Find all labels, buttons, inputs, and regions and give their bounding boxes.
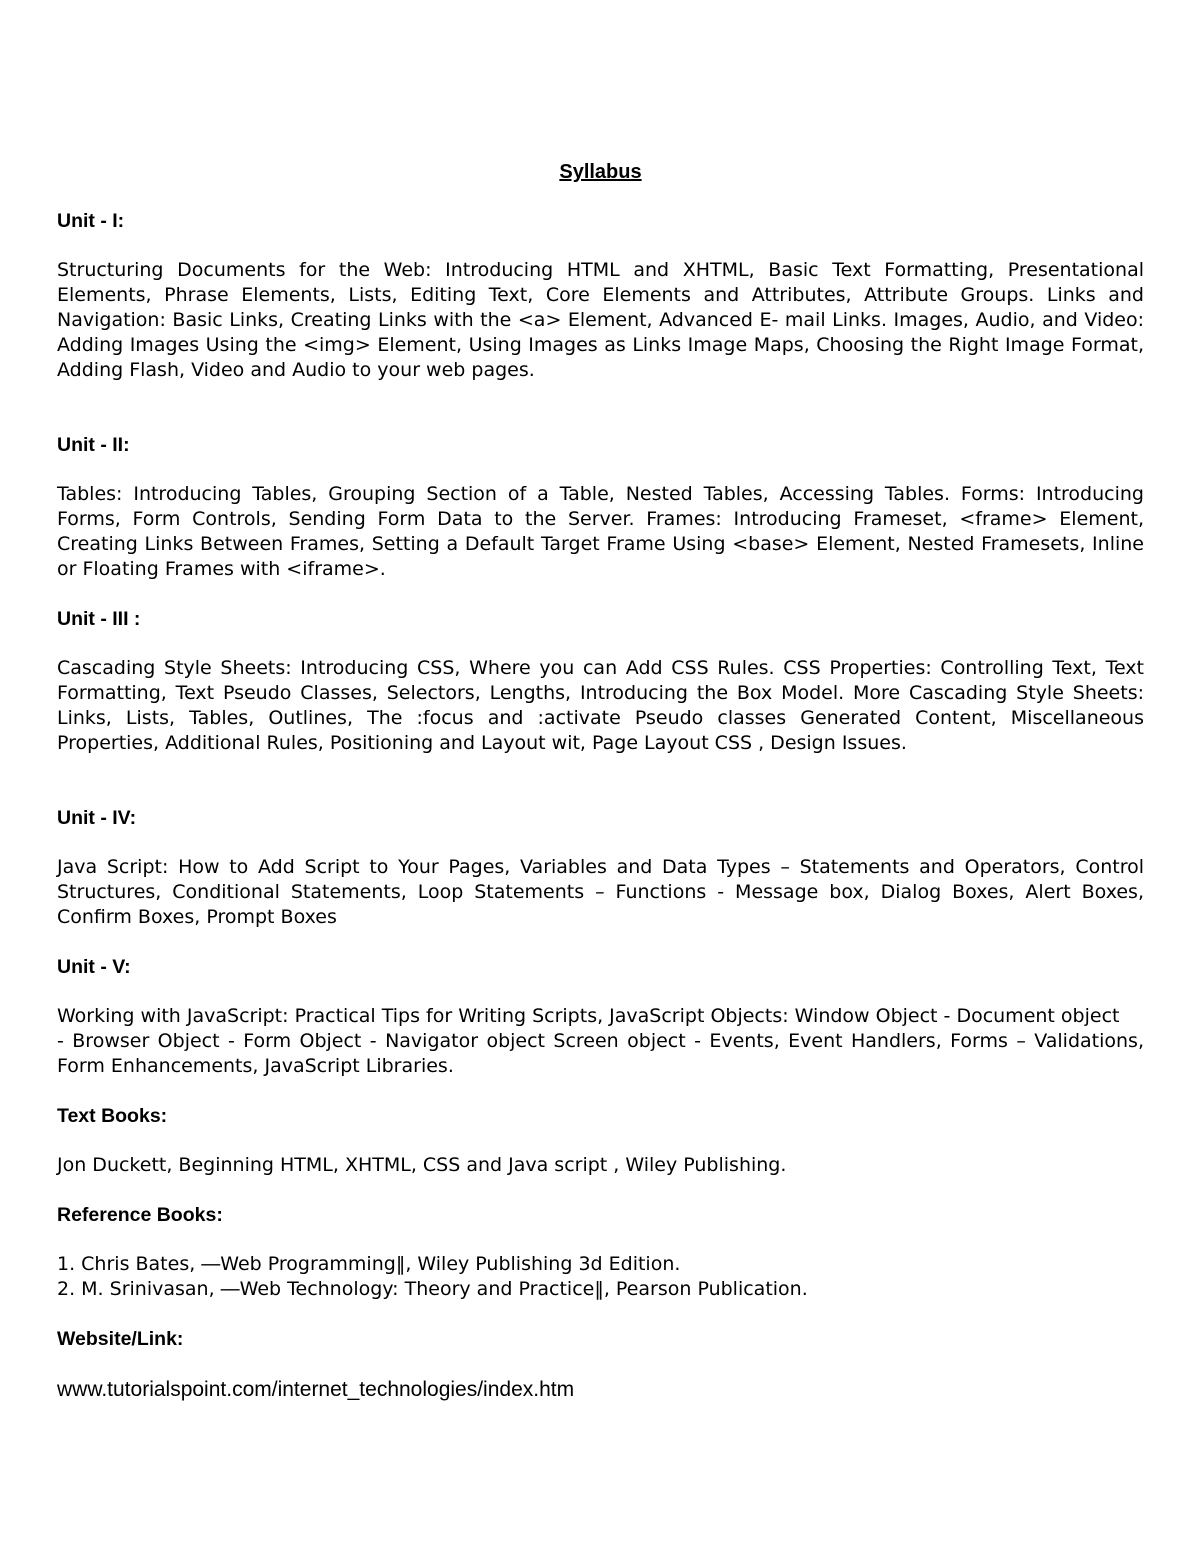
reference-book-item: 1. Chris Bates, ―Web Programming‖, Wiley Publishing 3d Edition. xyxy=(57,1253,681,1275)
unit-2-body: Tables: Introducing Tables, Grouping Section of a Table, Nested Tables, Accessing Tables. Forms: Introducing Forms, Form Controls, Sending Form Data to the Server. Frames: Introducing Frameset, <frame> Element, Creating Links Between Frames, Setting a Default Target Frame Using <base> Element, Nested Framesets, Inline or Floating Frames with <iframe>. xyxy=(57,483,1144,580)
unit-2-heading: Unit - II: xyxy=(57,434,130,456)
unit-4-body: Java Script: How to Add Script to Your Pages, Variables and Data Types – Statements and Operators, Control Structures, Conditional Statements, Loop Statements – Functions - Message box, Dialog Boxes, Alert Boxes, Confirm Boxes, Prompt Boxes xyxy=(57,856,1144,928)
unit-3-heading: Unit - III : xyxy=(57,608,141,630)
unit-5-body-line2: - Browser Object - Form Object - Navigator object Screen object - Events, Event Handlers, Forms – Validations, Form Enhancements, JavaScript Libraries. xyxy=(57,1030,1144,1077)
reference-books-list xyxy=(57,1252,1144,1302)
website-heading: Website/Link: xyxy=(57,1328,184,1350)
unit-3-body: Cascading Style Sheets: Introducing CSS, Where you can Add CSS Rules. CSS Properties: Controlling Text, Text Formatting, Text Pseudo Classes, Selectors, Lengths, Introducing the Box Model. More Cascading Style Sheets: Links, Lists, Tables, Outlines, The :focus and :activate Pseudo classes Generated Content, Miscellaneous Properties, Additional Rules, Positioning and Layout wit, Page Layout CSS , Design Issues. xyxy=(57,657,1144,754)
website-link[interactable]: www.tutorialspoint.com/internet_technologies/index.htm xyxy=(57,1378,575,1401)
page-title: Syllabus xyxy=(559,161,642,183)
syllabus-page xyxy=(57,158,1144,1404)
unit-5-body-line1: Working with JavaScript: Practical Tips for Writing Scripts, JavaScript Objects: Window Object - Document object xyxy=(57,1005,1120,1027)
text-books-body: Jon Duckett, Beginning HTML, XHTML, CSS and Java script , Wiley Publishing. xyxy=(57,1154,787,1176)
unit-5-heading: Unit - V: xyxy=(57,956,131,978)
unit-1-heading: Unit - I: xyxy=(57,210,125,232)
reference-books-heading: Reference Books: xyxy=(57,1204,223,1226)
unit-1-body: Structuring Documents for the Web: Introducing HTML and XHTML, Basic Text Formatting, Presentational Elements, Phrase Elements, Lists, Editing Text, Core Elements and Attributes, Attribute Groups. Links and Navigation: Basic Links, Creating Links with the <a> Element, Advanced E- mail Links. Images, Audio, and Video: Adding Images Using the <img> Element, Using Images as Links Image Maps, Choosing the Right Image Format, Adding Flash, Video and Audio to your web pages. xyxy=(57,259,1144,381)
text-books-heading: Text Books: xyxy=(57,1105,168,1127)
reference-book-item: 2. M. Srinivasan, ―Web Technology: Theory and Practice‖, Pearson Publication. xyxy=(57,1278,808,1300)
unit-4-heading: Unit - IV: xyxy=(57,807,137,829)
